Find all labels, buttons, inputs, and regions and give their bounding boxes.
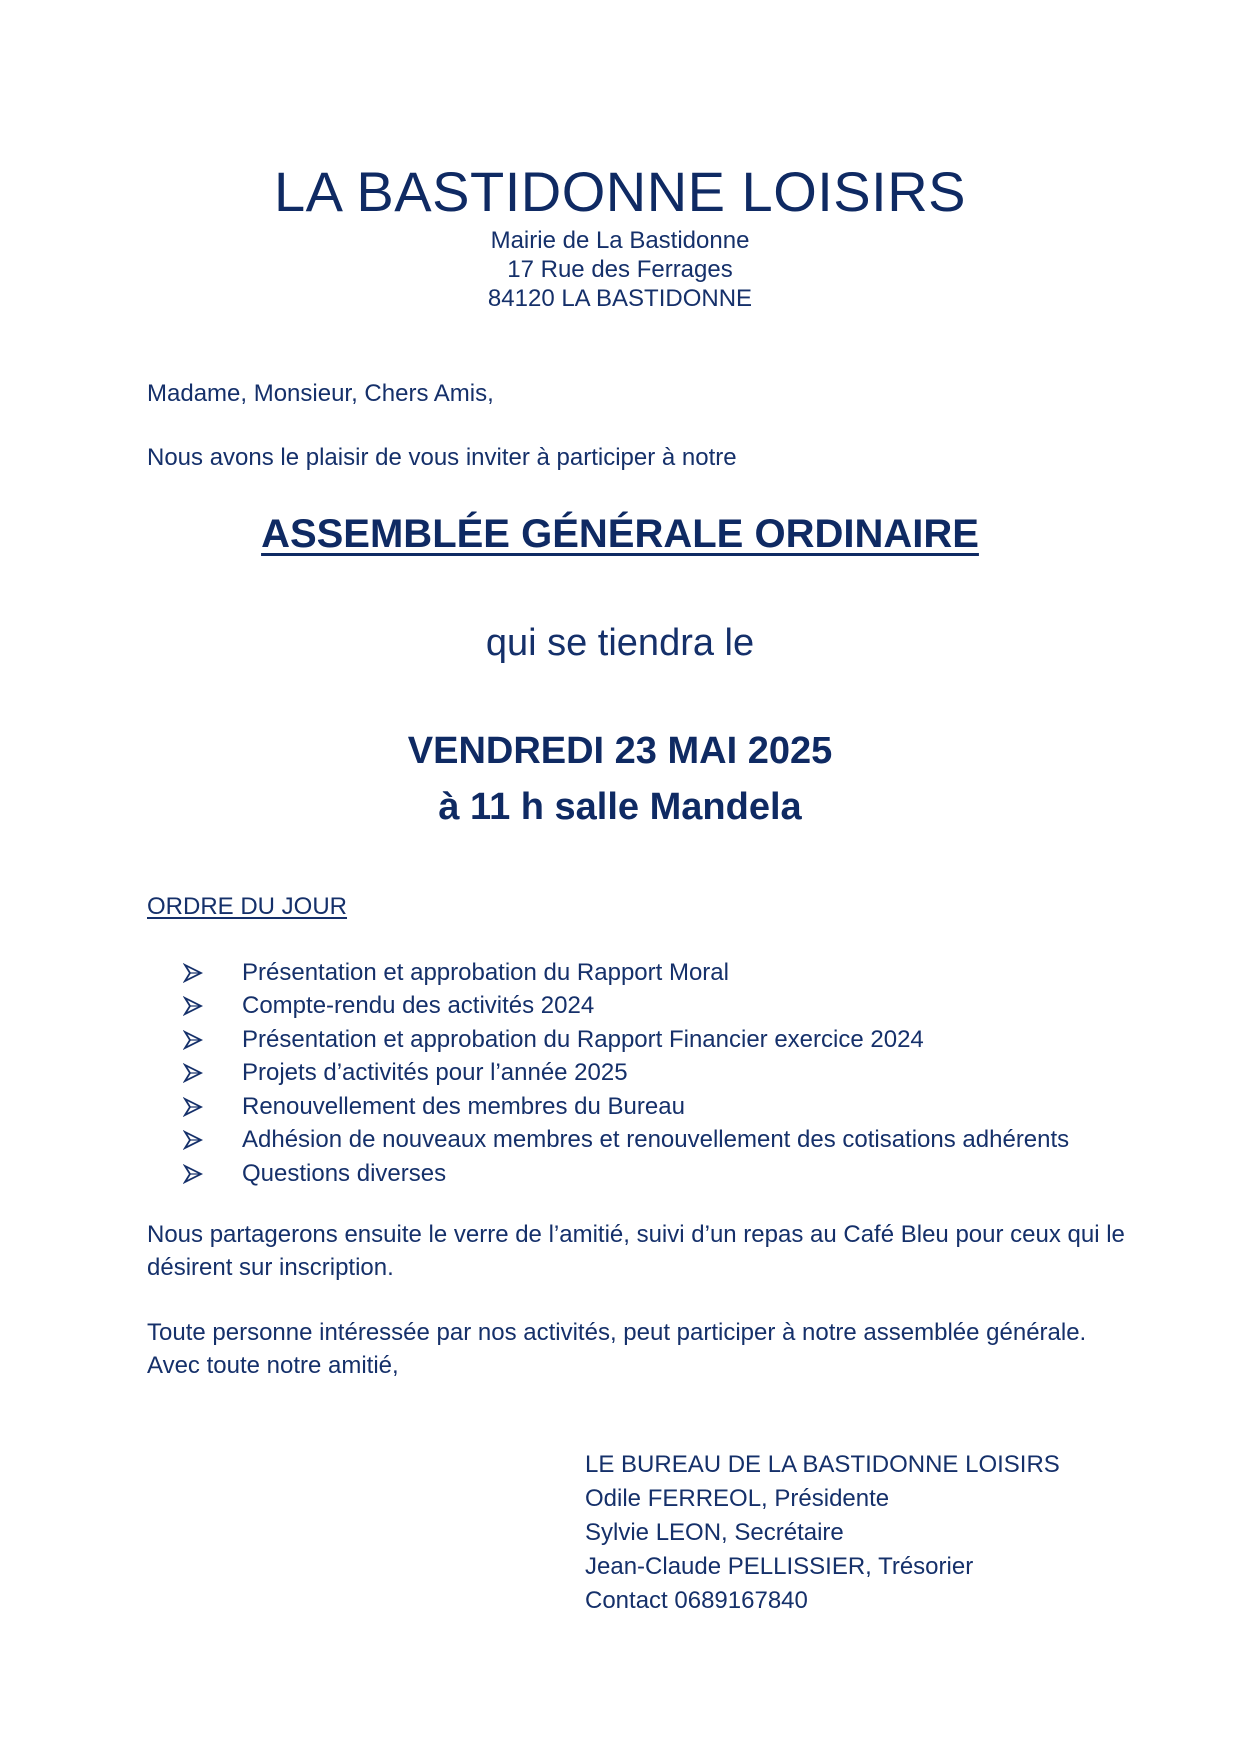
organization-title: LA BASTIDONNE LOISIRS (273, 160, 967, 223)
agenda-list (183, 956, 1069, 1191)
meeting-title-text: ASSEMBLÉE GÉNÉRALE ORDINAIRE (261, 512, 979, 556)
arrowhead-bullet-icon (183, 1097, 203, 1117)
agenda-item (183, 1124, 1069, 1158)
held-text: qui se tiendra le (485, 622, 755, 664)
agenda-item (183, 1023, 1069, 1057)
closing-paragraph-1: Nous partagerons ensuite le verre de l’amitié, suivi d’un repas au Café Bleu pour ceux qui le désirent sur inscription. (147, 1221, 1125, 1281)
agenda-item-label: Présentation et approbation du Rapport Moral (242, 958, 729, 986)
intro-text: Nous avons le plaisir de vous inviter à participer à notre (147, 444, 737, 471)
agenda-item (183, 990, 1069, 1024)
agenda-item-label: Compte-rendu des activités 2024 (242, 992, 595, 1020)
arrowhead-bullet-icon (183, 963, 203, 983)
signature-block (585, 1448, 1060, 1618)
agenda-item (183, 956, 1069, 990)
signature-line: Odile FERREOL, Présidente (585, 1485, 890, 1512)
closing-paragraph-2-line-2: Avec toute notre amitié, (147, 1352, 399, 1379)
agenda-item (183, 1090, 1069, 1124)
arrowhead-bullet-icon (183, 1130, 203, 1150)
agenda-heading: ORDRE DU JOUR (147, 893, 348, 920)
agenda-item-label: Présentation et approbation du Rapport Financier exercice 2024 (242, 1025, 924, 1053)
signature-line: Contact 0689167840 (585, 1587, 808, 1614)
signature-line: Sylvie LEON, Secrétaire (585, 1519, 844, 1546)
arrowhead-bullet-icon (183, 1164, 203, 1184)
arrowhead-bullet-icon (183, 1063, 203, 1083)
agenda-item (183, 1057, 1069, 1091)
arrowhead-bullet-icon (183, 996, 203, 1016)
address-line-2: 17 Rue des Ferrages (507, 256, 733, 283)
agenda-item-label: Renouvellement des membres du Bureau (242, 1092, 685, 1120)
agenda-item-label: Questions diverses (242, 1159, 447, 1187)
closing-paragraph-2-line-1: Toute personne intéressée par nos activités, peut participer à notre assemblée générale. (147, 1319, 1087, 1346)
address-line-3: 84120 LA BASTIDONNE (487, 285, 753, 312)
agenda-item (183, 1157, 1069, 1191)
signature-line: LE BUREAU DE LA BASTIDONNE LOISIRS (585, 1451, 1060, 1478)
salutation: Madame, Monsieur, Chers Amis, (147, 380, 494, 407)
address-line-1: Mairie de La Bastidonne (490, 227, 750, 254)
meeting-title (0, 510, 1240, 558)
meeting-time-place: à 11 h salle Mandela (438, 786, 802, 828)
meeting-date: VENDREDI 23 MAI 2025 (407, 730, 833, 772)
arrowhead-bullet-icon (183, 1030, 203, 1050)
agenda-item-label: Adhésion de nouveaux membres et renouvellement des cotisations adhérents (242, 1126, 1070, 1154)
agenda-item-label: Projets d’activités pour l’année 2025 (242, 1059, 628, 1087)
signature-line: Jean-Claude PELLISSIER, Trésorier (585, 1553, 974, 1580)
